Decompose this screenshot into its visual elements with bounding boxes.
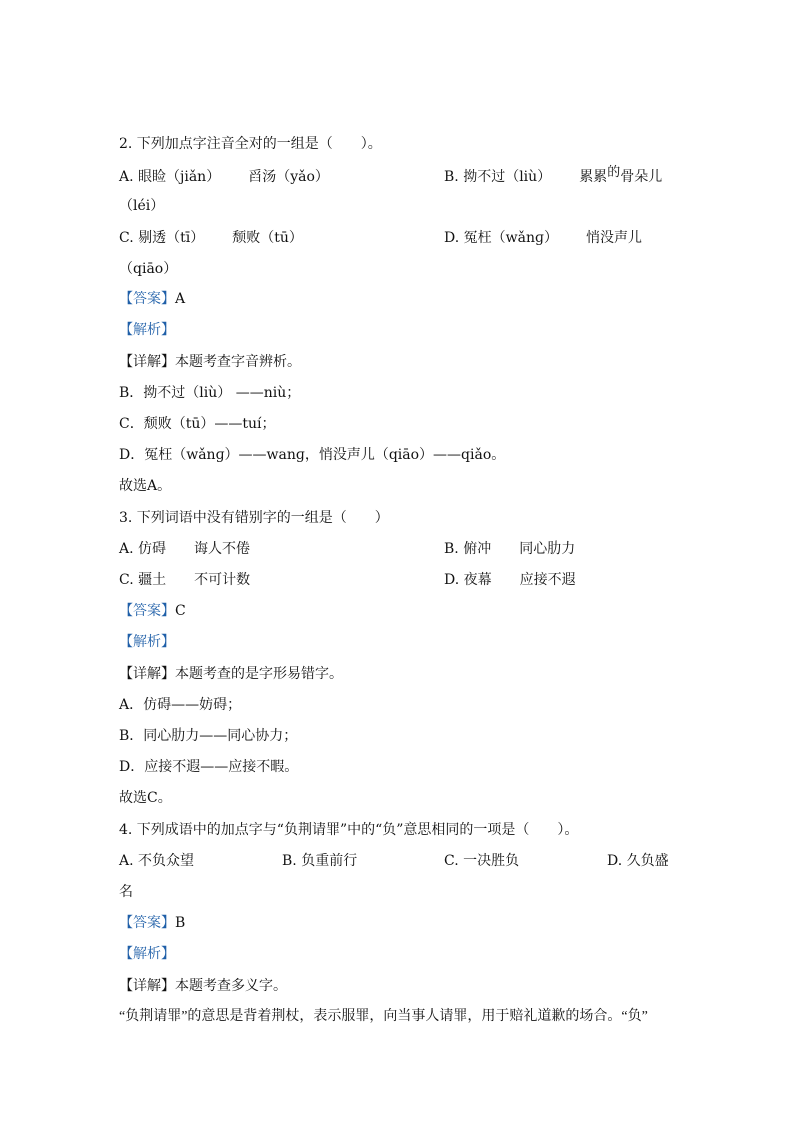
q2-answer xyxy=(119,289,185,309)
q3-stem: 3. 下列词语中没有错别字的一组是（ ） xyxy=(119,510,389,526)
q3-detail-tag: 【详解】 xyxy=(119,666,175,682)
q2-option-d-label: D. xyxy=(444,230,464,246)
q3-option-d-2: 应接不遐 xyxy=(519,572,576,588)
q3-option-b-1: 俯冲 xyxy=(463,541,492,557)
q3-option-b-label: B. xyxy=(444,541,464,557)
q4-body: “负荆请罪”的意思是背着荆杖，表示服罪，向当事人请罪，用于赔礼道歉的场合。“负” xyxy=(119,1009,648,1024)
q2-line-2: C．颓败（tū）——tuí； xyxy=(119,416,276,432)
q2-option-b-2-post: 骨朵儿 xyxy=(620,169,663,185)
q4-detail xyxy=(119,976,287,996)
q2-option-c-label: C. xyxy=(119,230,139,246)
q2-option-b-2-sup: 的 xyxy=(607,165,621,180)
q3-answer-tag: 【答案】 xyxy=(119,603,175,619)
q2-option-a xyxy=(119,167,329,187)
q3-detail-text: 本题考查的是字形易错字。 xyxy=(175,666,343,682)
q2-analysis-tag: 【解析】 xyxy=(119,322,175,338)
q3-choose: 故选C。 xyxy=(119,790,172,806)
q2-answer-tag: 【答案】 xyxy=(119,291,175,307)
q3-option-c-label: C. xyxy=(119,572,139,588)
q2-option-d-2: 悄没声儿 xyxy=(585,230,642,246)
q2-stem: 2. 下列加点字注音全对的一组是（ ）。 xyxy=(119,136,382,152)
q2-option-c-2: 颓败（tū） xyxy=(232,230,303,246)
q3-option-a-1: 仿碍 xyxy=(138,541,167,557)
q3-option-a xyxy=(119,539,250,559)
q3-answer-value: C xyxy=(175,603,186,619)
q3-line-3: D．应接不遐——应接不暇。 xyxy=(119,759,299,775)
q3-option-c-1: 疆土 xyxy=(138,572,167,588)
q3-option-d-1: 夜幕 xyxy=(463,572,492,588)
q2-option-a-2: 舀汤（yǎo） xyxy=(248,169,329,185)
q2-detail-text: 本题考查字音辨析。 xyxy=(175,354,301,370)
q2-option-a-1: 眼睑（jiǎn） xyxy=(138,169,221,185)
q2-option-d xyxy=(444,228,642,248)
q4-answer xyxy=(119,913,185,933)
q3-option-b-2: 同心肋力 xyxy=(519,541,576,557)
q2-option-d-cont: （qiāo） xyxy=(119,261,178,277)
q3-line-1: A．仿碍——妨碍； xyxy=(119,697,242,713)
q2-option-b-label: B. xyxy=(444,169,464,185)
q2-option-d-1: 冤枉（wǎnɡ） xyxy=(463,230,558,246)
q2-line-3: D．冤枉（wǎnɡ）——wanɡ，悄没声儿（qiāo）——qiǎo。 xyxy=(119,447,506,463)
q4-answer-tag: 【答案】 xyxy=(119,915,175,931)
q2-detail xyxy=(119,352,301,372)
q4-option-a: A. 不负众望 xyxy=(119,853,195,869)
q4-option-d-cont: 名 xyxy=(119,884,133,900)
q3-detail xyxy=(119,664,343,684)
q3-option-c-2: 不可计数 xyxy=(194,572,251,588)
q4-analysis-tag: 【解析】 xyxy=(119,946,175,962)
q2-option-b xyxy=(444,167,662,188)
q3-option-c xyxy=(119,570,250,590)
q2-answer-value: A xyxy=(175,291,186,307)
q4-option-d: D. 久负盛 xyxy=(607,853,669,869)
q2-option-c-1: 剔透（tī） xyxy=(138,230,205,246)
q3-option-d xyxy=(444,570,576,590)
q4-detail-text: 本题考查多义字。 xyxy=(175,978,287,994)
q2-option-b-1: 拗不过（liù） xyxy=(463,169,552,185)
q2-option-c xyxy=(119,228,303,248)
q2-option-b-cont: （léi） xyxy=(119,198,165,214)
q3-analysis-tag: 【解析】 xyxy=(119,634,175,650)
q2-option-b-2-pre: 累累 xyxy=(579,169,608,185)
q3-option-a-2: 诲人不倦 xyxy=(194,541,251,557)
q4-option-c: C. 一决胜负 xyxy=(444,853,520,869)
q3-option-d-label: D. xyxy=(444,572,464,588)
q4-answer-value: B xyxy=(175,915,186,931)
q2-option-a-label: A. xyxy=(119,169,139,185)
q2-line-1: B．拗不过（liù） ——niù； xyxy=(119,385,301,401)
q3-option-a-label: A. xyxy=(119,541,139,557)
q2-choose: 故选A。 xyxy=(119,478,172,494)
q2-detail-tag: 【详解】 xyxy=(119,354,175,370)
q3-line-2: B．同心肋力——同心协力； xyxy=(119,728,298,744)
q3-answer xyxy=(119,601,186,621)
q4-option-b: B. 负重前行 xyxy=(282,853,358,869)
q4-detail-tag: 【详解】 xyxy=(119,978,175,994)
q3-option-b xyxy=(444,539,575,559)
q4-stem: 4. 下列成语中的加点字与“负荆请罪”中的“负”意思相同的一项是（ ）。 xyxy=(119,822,579,838)
